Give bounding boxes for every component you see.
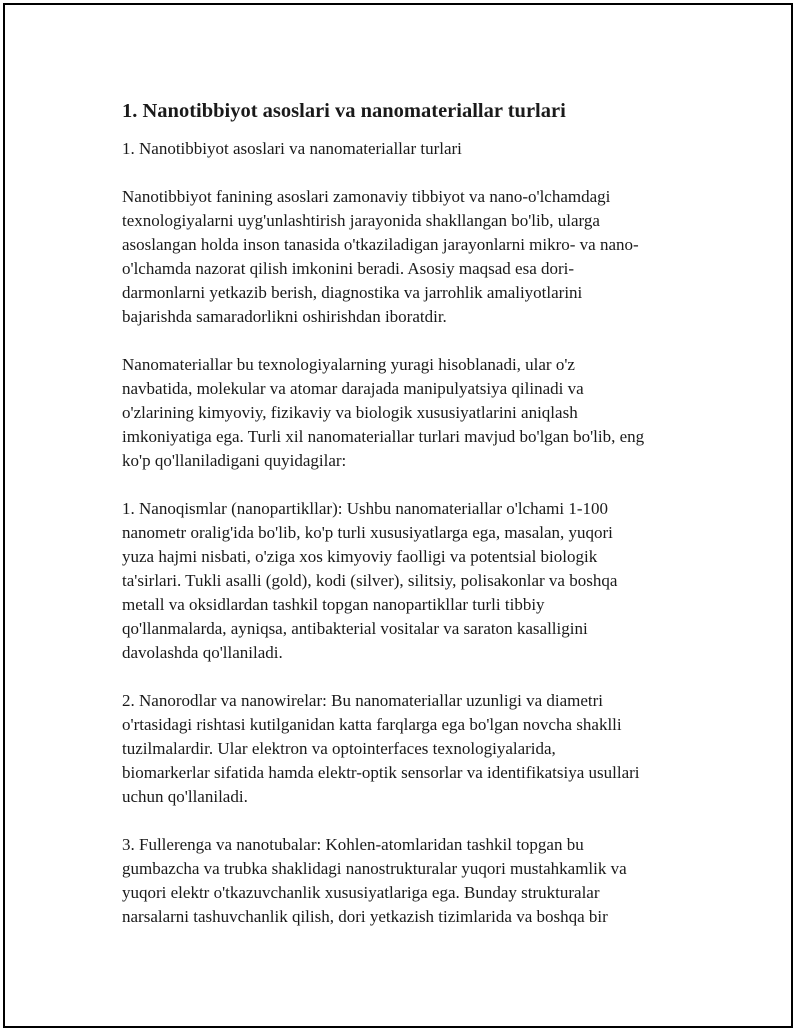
- paragraph-nanorods: 2. Nanorodlar va nanowirelar: Bu nanomateriallar uzunligi va diametri o'rtasidagi rishtasi kutilganidan katta farqlarga ega bo'lgan novcha shaklli tuzilmalardir. Ular elektron va optointerfaces texnologiyalarida, biomarkerlar sifatida hamda elektr-optik sensorlar va identifikatsiya usullari uchun qo'llaniladi.: [122, 691, 640, 806]
- paragraph-fullerenes: 3. Fullerenga va nanotubalar: Kohlen-atomlaridan tashkil topgan bu gumbazcha va trubka shaklidagi nanostrukturalar yuqori mustahkamlik va yuqori elektr o'tkazuvchanlik xususiyatlariga ega. Bunday strukturalar narsalarni tashuvchanlik qilish, dori yetkazish tizimlarida va boshqa bir: [122, 835, 627, 926]
- paragraph-intro: Nanotibbiyot fanining asoslari zamonaviy tibbiyot va nano-o'lchamdagi texnologiyalarni uyg'unlashtirish jarayonida shakllangan bo'lib, ularga asoslangan holda inson tanasida o'tkaziladigan jarayonlarni mikro- va nano- o'lchamda nazorat qilish imkonini beradi. Asosiy maqsad esa dori- darmonlarni yetkazib berish, diagnostika va jarrohlik amaliyotlarini bajarishda samaradorlikni oshirishdan iboratdir.: [122, 187, 639, 326]
- document-subheading: 1. Nanotibbiyot asoslari va nanomateriallar turlari: [122, 139, 462, 158]
- paragraph-nanomaterials: Nanomateriallar bu texnologiyalarning yuragi hisoblanadi, ular o'z navbatida, molekular va atomar darajada manipulyatsiya qilinadi va o'zlarining kimyoviy, fizikaviy va biologik xususiyatlarini aniqlash imkoniyatiga ega. Turli xil nanomateriallar turlari mavjud bo'lgan bo'lib, eng ko'p qo'llaniladigani quyidagilar:: [122, 355, 645, 470]
- document-page: [3, 3, 793, 1028]
- paragraph-nanoparticles: 1. Nanoqismlar (nanopartikllar): Ushbu nanomateriallar o'lchami 1-100 nanometr oralig'ida bo'lib, ko'p turli xususiyatlarga ega, masalan, yuqori yuza hajmi nisbati, o'ziga xos kimyoviy faolligi va potentsial biologik ta'sirlari. Tukli asalli (gold), kodi (silver), silitsiy, polisakonlar va boshqa metall va oksidlardan tashkil topgan nanopartikllar turli tibbiy qo'llanmalarda, ayniqsa, antibakterial vositalar va saraton kasalligini davolashda qo'llaniladi.: [122, 499, 618, 662]
- document-content: [122, 97, 687, 953]
- document-heading: 1. Nanotibbiyot asoslari va nanomateriallar turlari: [122, 100, 566, 122]
